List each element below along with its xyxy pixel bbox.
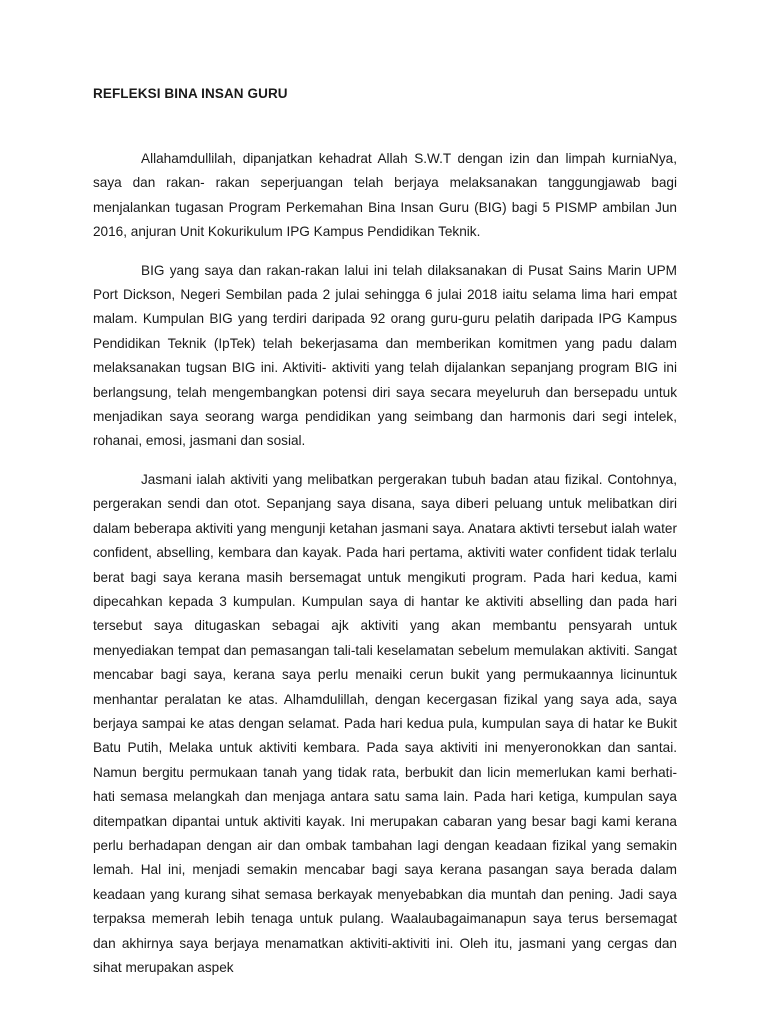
document-page [93,0,677,1024]
document-title: REFLEKSI BINA INSAN GURU [93,86,288,101]
paragraph-intro: Allahamdullilah, dipanjatkan kehadrat Allah S.W.T dengan izin dan limpah kurniaNya, saya dan rakan- rakan seperjuangan telah berjaya melaksanakan tanggungjawab bagi menjalankan tugasan Program Perkemahan Bina Insan Guru (BIG) bagi 5 PISMP ambilan Jun 2016, anjuran Unit Kokurikulum IPG Kampus Pendidikan Teknik. [93,151,677,240]
paragraph-program-details: BIG yang saya dan rakan-rakan lalui ini telah dilaksanakan di Pusat Sains Marin UPM Port Dickson, Negeri Sembilan pada 2 julai sehingga 6 julai 2018 iaitu selama lima hari empat malam. Kumpulan BIG yang terdiri daripada 92 orang guru-guru pelatih daripada IPG Kampus Pendidikan Teknik (IpTek) telah bekerjasama dan memberikan komitmen yang padu dalam melaksanakan tugsan BIG ini. Aktiviti- aktiviti yang telah dijalankan sepanjang program BIG ini berlangsung, telah mengembangkan potensi diri saya secara meyeluruh dan bersepadu untuk menjadikan saya seorang warga pendidikan yang seimbang dan harmonis dari segi intelek, rohanai, emosi, jasmani dan sosial. [93,262,677,449]
document-body [93,147,677,994]
paragraph-jasmani: Jasmani ialah aktiviti yang melibatkan pergerakan tubuh badan atau fizikal. Contohnya, pergerakan sendi dan otot. Sepanjang saya disana, saya diberi peluang untuk melibatkan diri dalam beberapa aktiviti yang mengunji ketahan jasmani saya. Anatara aktivti tersebut ialah water confident, abselling, kembara dan kayak. Pada hari pertama, aktiviti water confident tidak terlalu berat bagi saya kerana masih bersemagat untuk mengikuti program. Pada hari kedua, kami dipecahkan kepada 3 kumpulan. Kumpulan saya di hantar ke aktiviti abselling dan pada hari tersebut saya ditugaskan sebagai ajk aktiviti yang akan membantu pensyarah untuk menyediakan tempat dan pemasangan tali-tali keselamatan sebelum memulakan aktiviti. Sangat mencabar bagi saya, kerana saya perlu menaiki cerun bukit yang permukaannya licinuntuk menhantar peralatan ke atas. Alhamdulillah, dengan kecergasan fizikal yang saya ada, saya berjaya sampai ke atas dengan selamat. Pada hari kedua pula, kumpulan saya di hatar ke Bukit Batu Putih, Melaka untuk aktiviti kembara. Pada saya aktiviti ini menyeronokkan dan santai. Namun bergitu permukaan tanah yang tidak rata, berbukit dan licin memerlukan kami berhati-hati semasa melangkah dan menjaga antara satu sama lain. Pada hari ketiga, kumpulan saya ditempatkan dipantai untuk aktiviti kayak. Ini merupakan cabaran yang besar bagi kami kerana perlu berhadapan dengan air dan ombak tambahan lagi dengan keadaan fizikal yang semakin lemah. Hal ini, menjadi semakin mencabar bagi saya kerana pasangan saya berada dalam keadaan yang kurang sihat semasa berkayak menyebabkan dia muntah dan pening. Jadi saya terpaksa memerah lebih tenaga untuk pulang. Waalaubagaimanapun saya terus bersemagat dan akhirnya saya berjaya menamatkan aktiviti-aktiviti ini. Oleh itu, jasmani yang cergas dan sihat merupakan aspek [93,471,677,975]
